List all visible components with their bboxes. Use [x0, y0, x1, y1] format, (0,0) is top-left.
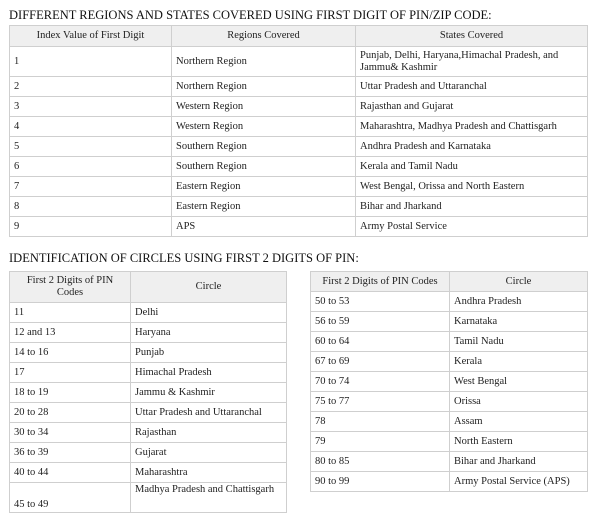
- circle-cell: Jammu & Kashmir: [131, 383, 287, 403]
- table-row: [311, 372, 588, 392]
- region-cell: Western Region: [172, 97, 356, 117]
- pin-digits-cell: 20 to 28: [10, 403, 131, 423]
- pin-digits-cell: 14 to 16: [10, 343, 131, 363]
- states-cell: Andhra Pradesh and Karnataka: [356, 137, 588, 157]
- index-cell: 7: [10, 177, 172, 197]
- pin-digits-cell: 40 to 44: [10, 463, 131, 483]
- header-states-covered: States Covered: [356, 26, 588, 47]
- header-circle: Circle: [450, 272, 588, 292]
- circles-right-header-row: [311, 272, 588, 292]
- header-first-two-digits: First 2 Digits of PIN Codes: [311, 272, 450, 292]
- circle-cell: Madhya Pradesh and Chattisgarh: [131, 483, 287, 513]
- pin-digits-cell: 67 to 69: [311, 352, 450, 372]
- table-row: [10, 363, 287, 383]
- circle-cell: Himachal Pradesh: [131, 363, 287, 383]
- pin-digits-cell: 36 to 39: [10, 443, 131, 463]
- pin-digits-cell: 18 to 19: [10, 383, 131, 403]
- table-row: [311, 312, 588, 332]
- circle-cell: Haryana: [131, 323, 287, 343]
- pin-digits-cell: 78: [311, 412, 450, 432]
- region-cell: Western Region: [172, 117, 356, 137]
- index-cell: 2: [10, 77, 172, 97]
- header-circle: Circle: [131, 272, 287, 303]
- states-cell: Army Postal Service: [356, 217, 588, 237]
- circle-cell: West Bengal: [450, 372, 588, 392]
- table-row: [311, 352, 588, 372]
- index-cell: 3: [10, 97, 172, 117]
- circle-cell: Punjab: [131, 343, 287, 363]
- states-cell: Kerala and Tamil Nadu: [356, 157, 588, 177]
- states-cell: Maharashtra, Madhya Pradesh and Chattisgarh: [356, 117, 588, 137]
- circles-heading: IDENTIFICATION OF CIRCLES USING FIRST 2 DIGITS OF PIN:: [9, 251, 359, 265]
- pin-digits-cell: 75 to 77: [311, 392, 450, 412]
- states-cell: Punjab, Delhi, Haryana,Himachal Pradesh, and Jammu& Kashmir: [356, 47, 588, 77]
- header-index-value: Index Value of First Digit: [10, 26, 172, 47]
- table-row: [10, 117, 588, 137]
- pin-digits-cell: 30 to 34: [10, 423, 131, 443]
- region-cell: Eastern Region: [172, 197, 356, 217]
- table-row: [10, 177, 588, 197]
- table-row: [10, 383, 287, 403]
- region-cell: Northern Region: [172, 47, 356, 77]
- table-row: [10, 157, 588, 177]
- circle-cell: Maharashtra: [131, 463, 287, 483]
- pin-digits-cell: 45 to 49: [10, 483, 131, 513]
- pin-digits-cell: 70 to 74: [311, 372, 450, 392]
- circle-cell: North Eastern: [450, 432, 588, 452]
- table-row: [311, 292, 588, 312]
- pin-digits-cell: 79: [311, 432, 450, 452]
- region-cell: Southern Region: [172, 157, 356, 177]
- table-row: [311, 452, 588, 472]
- circle-cell: Kerala: [450, 352, 588, 372]
- table-row: [311, 392, 588, 412]
- region-cell: Northern Region: [172, 77, 356, 97]
- pin-digits-cell: 56 to 59: [311, 312, 450, 332]
- regions-header-row: [10, 26, 588, 47]
- table-row: [10, 463, 287, 483]
- circles-table-left: [9, 271, 287, 513]
- region-cell: Eastern Region: [172, 177, 356, 197]
- circle-cell: Gujarat: [131, 443, 287, 463]
- pin-digits-cell: 60 to 64: [311, 332, 450, 352]
- table-row: [10, 197, 588, 217]
- pin-digits-cell: 17: [10, 363, 131, 383]
- table-row: [10, 137, 588, 157]
- region-cell: APS: [172, 217, 356, 237]
- regions-table: [9, 25, 588, 237]
- table-row: [10, 303, 287, 323]
- index-cell: 6: [10, 157, 172, 177]
- table-row: [10, 443, 287, 463]
- circle-cell: Rajasthan: [131, 423, 287, 443]
- pin-digits-cell: 50 to 53: [311, 292, 450, 312]
- circles-left-header-row: [10, 272, 287, 303]
- circle-cell: Andhra Pradesh: [450, 292, 588, 312]
- circle-cell: Delhi: [131, 303, 287, 323]
- states-cell: Rajasthan and Gujarat: [356, 97, 588, 117]
- circle-cell: Bihar and Jharkand: [450, 452, 588, 472]
- pin-digits-cell: 80 to 85: [311, 452, 450, 472]
- index-cell: 4: [10, 117, 172, 137]
- circles-table-right: [310, 271, 588, 492]
- states-cell: Bihar and Jharkand: [356, 197, 588, 217]
- pin-digits-cell: 12 and 13: [10, 323, 131, 343]
- header-regions-covered: Regions Covered: [172, 26, 356, 47]
- circle-cell: Assam: [450, 412, 588, 432]
- table-row: [311, 412, 588, 432]
- table-row: [10, 217, 588, 237]
- table-row: [10, 403, 287, 423]
- index-cell: 5: [10, 137, 172, 157]
- table-row: [10, 97, 588, 117]
- table-row: [10, 77, 588, 97]
- table-row: [10, 323, 287, 343]
- pin-digits-cell: 90 to 99: [311, 472, 450, 492]
- region-cell: Southern Region: [172, 137, 356, 157]
- index-cell: 8: [10, 197, 172, 217]
- pin-digits-cell: 11: [10, 303, 131, 323]
- table-row: [10, 47, 588, 77]
- regions-heading: DIFFERENT REGIONS AND STATES COVERED USING FIRST DIGIT OF PIN/ZIP CODE:: [9, 8, 492, 22]
- table-row: [10, 483, 287, 513]
- index-cell: 1: [10, 47, 172, 77]
- table-row: [311, 472, 588, 492]
- states-cell: West Bengal, Orissa and North Eastern: [356, 177, 588, 197]
- table-row: [10, 343, 287, 363]
- circle-cell: Army Postal Service (APS): [450, 472, 588, 492]
- circle-cell: Karnataka: [450, 312, 588, 332]
- table-row: [10, 423, 287, 443]
- table-row: [311, 432, 588, 452]
- states-cell: Uttar Pradesh and Uttaranchal: [356, 77, 588, 97]
- circle-cell: Orissa: [450, 392, 588, 412]
- table-row: [311, 332, 588, 352]
- circle-cell: Tamil Nadu: [450, 332, 588, 352]
- header-first-two-digits: First 2 Digits of PIN Codes: [10, 272, 131, 303]
- index-cell: 9: [10, 217, 172, 237]
- circle-cell: Uttar Pradesh and Uttaranchal: [131, 403, 287, 423]
